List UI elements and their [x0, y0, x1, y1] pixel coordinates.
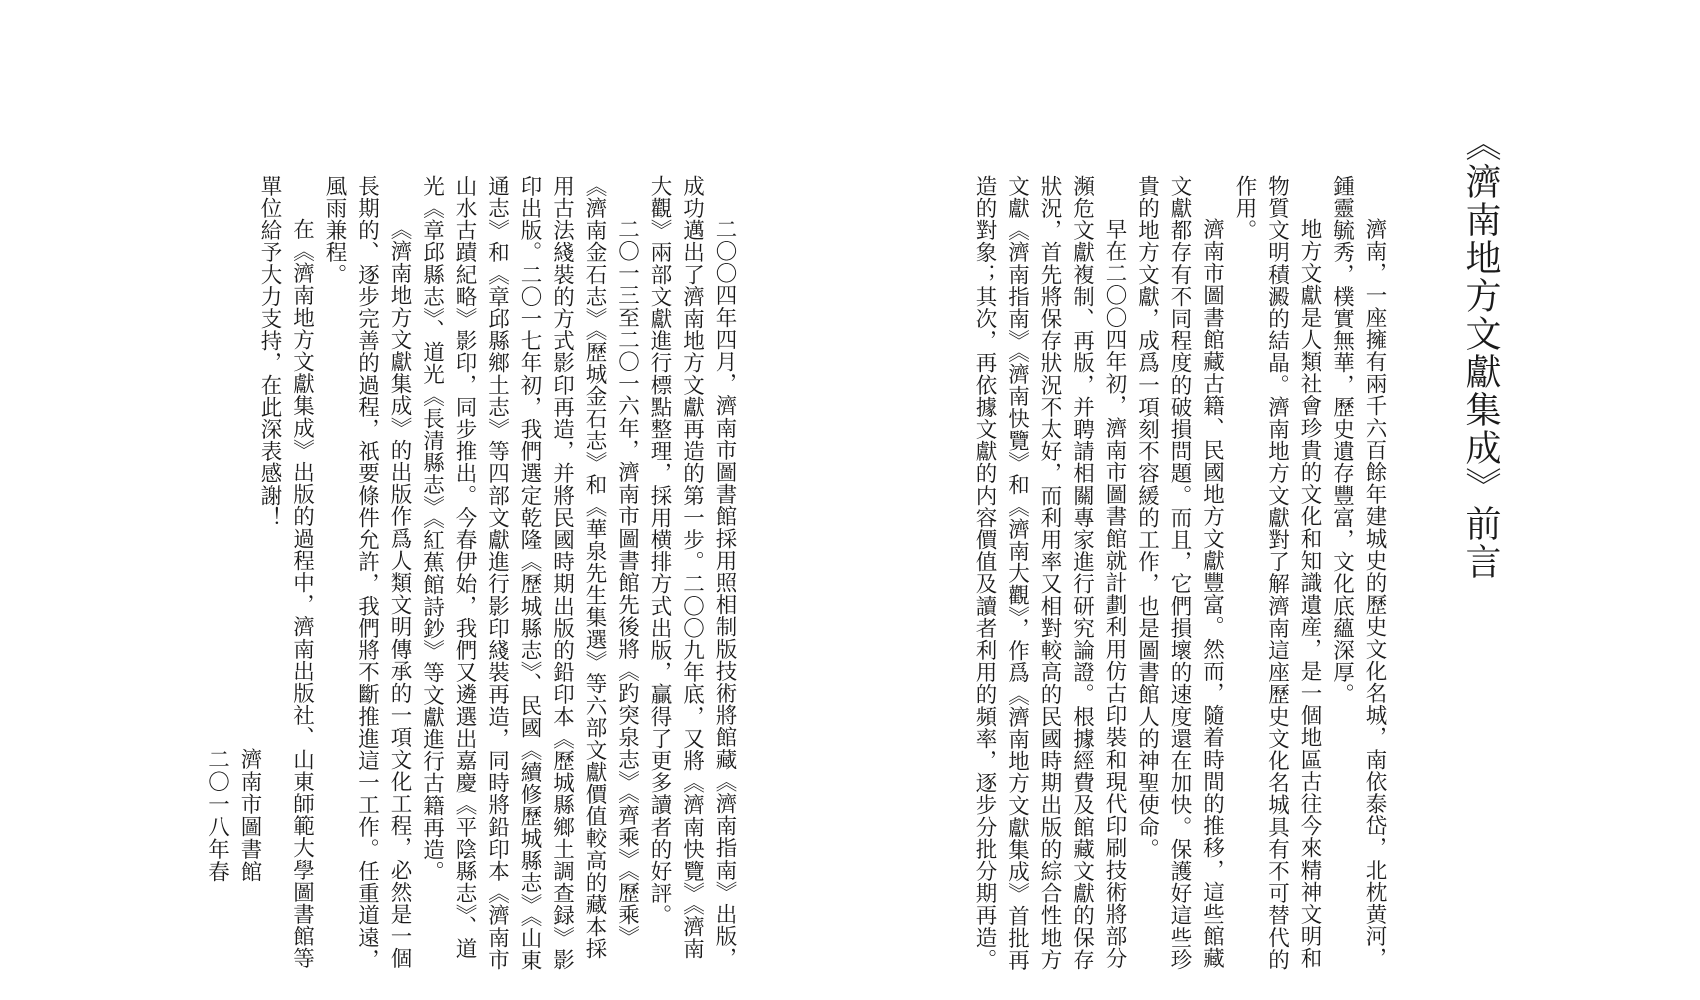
paragraph: 濟南，一座擁有兩千六百餘年建城史的歷史文化名城，南依泰岱，北枕黄河，鍾靈毓秀，樸實無華，歷史遺存豐富，文化底蘊深厚。 — [1329, 175, 1387, 970]
paragraph: 早在二〇〇四年初，濟南市圖書館就計劃利用仿古印裝和現代印刷技術將部分瀕危文獻複制、再版，并聘請相關專家進行研究論證。根據經費及館藏文獻的保存狀況，首先將保存狀況不太好，而利用率又相對較高的民國時期出版的綜合性地方文獻《濟南指南》《濟南快覽》和《濟南大觀》，作爲《濟南地方文獻集成》首批再造的對象；其次，再依據文獻的内容價值及讀者利用的頻率，逐步分批分期再造。 — [972, 175, 1127, 972]
signature-date: 二〇一八年春 — [204, 748, 230, 883]
preface-text-right — [972, 175, 1390, 975]
preface-text-left — [257, 175, 740, 975]
paragraph: 《濟南地方文獻集成》的出版作爲人類文明傳承的一項文化工程，必然是一個長期的、逐步完善的過程，祇要條件允許，我們將不斷推進這一工作。任重道遠，風雨兼程。 — [322, 175, 412, 971]
paragraph: 二〇一三至二〇一六年，濟南市圖書館先後將《趵突泉志》《齊乘》《歷乘》《濟南金石志》《歷城金石志》和《華泉先生集選》等六部文獻價值較高的藏本採用古法綫裝的方式影印再造，并將民國時期出版的鉛印本《歷城縣鄉土調查録》影印出版。二〇一七年初，我們選定乾隆《歷城縣志》、民國《續修歷城縣志》《山東通志》和《章邱縣鄉土志》等四部文獻進行影印綫裝再造，同時將鉛印本《濟南市山水古蹟紀略》影印，同步推出。今春伊始，我們又遴選出嘉慶《平陰縣志》、道光《章邱縣志》、道光《長清縣志》《紅蕉館詩鈔》等文獻進行古籍再造。 — [419, 175, 640, 972]
signature-organization: 濟南市圖書館 — [237, 748, 262, 883]
paragraph: 地方文獻是人類社會珍貴的文化和知識遺産，是一個地區古往今來精神文明和物質文明積澱的結晶。濟南地方文獻對了解濟南這座歷史文化名城具有不可替代的作用。 — [1232, 175, 1322, 971]
paragraph: 二〇〇四年四月，濟南市圖書館採用照相制版技術將館藏《濟南指南》出版，成功邁出了濟南地方文獻再造的第一步。二〇〇九年底，又將《濟南快覽》《濟南大觀》兩部文獻進行標點整理，採用横排方式出版，贏得了更多讀者的好評。 — [647, 175, 737, 970]
paragraph: 濟南市圖書館藏古籍、民國地方文獻豐富。然而，隨着時間的推移，這些館藏文獻都存有不同程度的破損問題。而且，它們損壞的速度還在加快。保護好這些珍貴的地方文獻，成爲一項刻不容緩的工作，也是圖書館人的神聖使命。 — [1134, 175, 1225, 971]
paragraph: 在《濟南地方文獻集成》出版的過程中，濟南出版社、山東師範大學圖書館等單位給予大力支持，在此深表感謝！ — [257, 175, 315, 970]
signature-block — [205, 748, 265, 908]
page-title: 《濟南地方文獻集成》前言 — [1460, 125, 1501, 581]
